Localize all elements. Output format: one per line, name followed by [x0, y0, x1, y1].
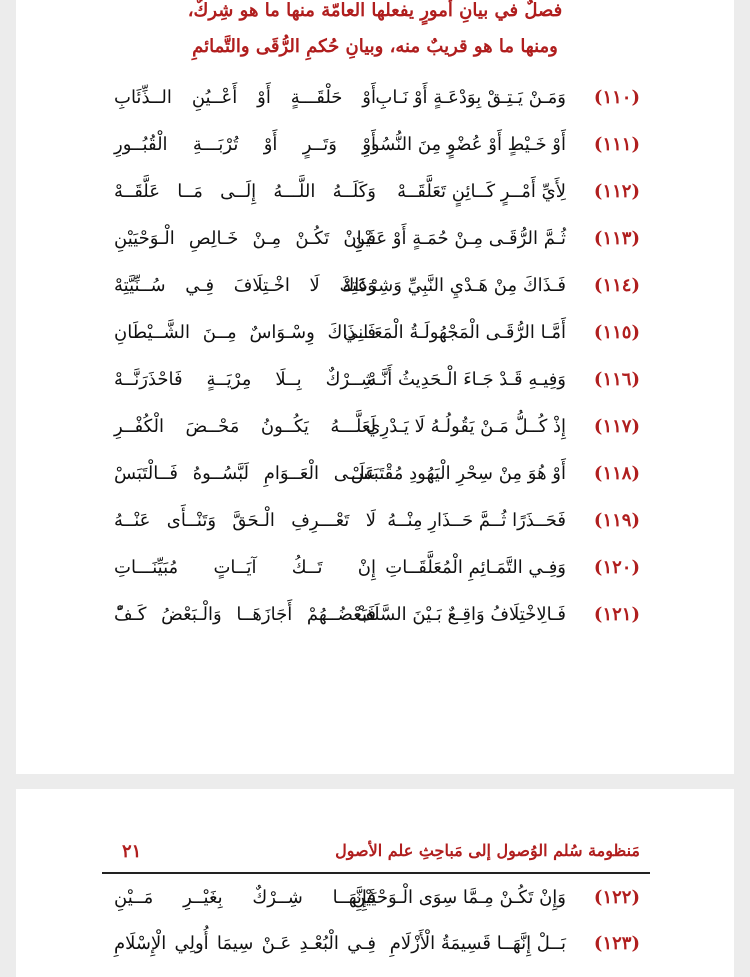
verse-first-hemistich: وَفِـي التَّمَـائِمِ الْمُعَلَّقَــاتِ — [385, 557, 566, 578]
verse-second-hemistich: لَا تَعْـــرِفِ الْـحَقَّ وَتَنْــأَى عَنْــهُ — [114, 510, 376, 531]
verse-number: (١١١) — [593, 134, 640, 155]
verse-number: (١٢٣) — [593, 933, 640, 954]
verse-second-hemistich: أَوْ حَلْقَـــةٍ أَوْ أَعْــيُنِ الــذِّئَابِ — [114, 87, 376, 108]
verse-number: (١١٢) — [593, 181, 640, 202]
verse-line — [16, 463, 734, 493]
verse-first-hemistich: فَـالِاخْتِلَافُ وَاقِـعٌ بَـيْنَ السَّلَفْ — [355, 604, 566, 625]
verse-number: (١١٨) — [593, 463, 640, 484]
verse-number: (١١٩) — [593, 510, 640, 531]
verse-second-hemistich: وَذَاكَ لَا اخْـتِلَافَ فِـي سُــنِّيَّتِهْ — [114, 275, 376, 296]
running-title: مَنظومة سُلم الوُصول إلى مَباحِثِ علم الأصول — [335, 841, 640, 860]
verse-second-hemistich: شِــرْكٌ بِــلَا مِرْيَــةٍ فَاحْذَرَنَّــهْ — [114, 369, 376, 390]
verse-first-hemistich: فَـذَاكَ مِنْ هَـدْيِ النَّبِيِّ وَشِرْعَتِهْ — [342, 275, 566, 296]
verse-second-hemistich: وَكَلَــهُ اللَّـــهُ إِلَــى مَــا عَلَّقَــهْ — [114, 181, 376, 202]
verse-first-hemistich: إِذْ كُــلُّ مَـنْ يَقُولُـهُ لَا يَـدْرِي — [366, 416, 566, 437]
verse-first-hemistich: أَمَّـا الرُّقَـى الْمَجْهُولَـةُ الْمَعَـانِي — [343, 322, 566, 343]
verse-first-hemistich: ثُـمَّ الرُّقَـى مِـنْ حُمَـةٍ أَوْ عَـيْنِ — [351, 228, 566, 249]
verse-second-hemistich: فَبَعْضُــهُمْ أَجَازَهَــا وَالْـبَعْضُ كَـفّْ — [114, 604, 376, 625]
section-heading-line-1: فصلٌ في بيانِ أمورٍ يفعلها العامّة منها ما هو شِركٌ، — [187, 0, 563, 21]
verse-second-hemistich: فَإِنَّهَــا شِــرْكٌ بِغَيْــرِ مَــيْنِ — [114, 887, 376, 908]
verse-first-hemistich: وَفِيـهِ قَـدْ جَـاءَ الْـحَدِيثُ أَنَّـهْ — [367, 369, 566, 390]
verse-number: (١١٧) — [593, 416, 640, 437]
verse-second-hemistich: لَعَلَّـــهُ يَكُــونُ مَحْــضَ الْكُفْــرِ — [114, 416, 376, 437]
verse-number: (١١٣) — [593, 228, 640, 249]
verse-second-hemistich: فَــذَاكَ وِسْـوَاسٌ مِــنَ الشَّــيْطَانِ — [114, 322, 376, 343]
verse-second-hemistich: إِنْ تَــكُ آيَــاتٍ مُبَيِّنَـــاتِ — [114, 557, 376, 578]
verse-line — [16, 275, 734, 305]
verse-line — [16, 557, 734, 587]
section-heading-line-2: ومنها ما هو قريبٌ منه، وبيانِ حُكمِ الرُّقَى والتَّمائمِ — [192, 36, 558, 57]
verse-first-hemistich: وَمَـنْ يَـتِـقْ بِوَدْعَـةٍ أَوْ نَـابِ — [375, 87, 566, 108]
verse-number: (١١٠) — [593, 87, 640, 108]
verse-second-hemistich: فَـإِنْ تَكُـنْ مِـنْ خَـالِصِ الْـوَحْيَيْنِ — [114, 228, 376, 249]
verse-line — [16, 369, 734, 399]
verse-second-hemistich: أَوْ وَتَــرٍ أَوْ تُرْبَـــةِ الْقُبُــورِ — [114, 134, 376, 155]
verse-line — [16, 228, 734, 258]
verse-line — [16, 134, 734, 164]
verse-line — [16, 887, 734, 917]
verse-number: (١١٥) — [593, 322, 640, 343]
verse-line — [16, 322, 734, 352]
verse-line — [16, 933, 734, 963]
verse-number: (١١٤) — [593, 275, 640, 296]
verse-number: (١١٦) — [593, 369, 640, 390]
verse-line — [16, 416, 734, 446]
verse-first-hemistich: فَحَــذَرًا ثُــمَّ حَــذَارِ مِنْــهُ — [387, 510, 566, 531]
verse-line — [16, 87, 734, 117]
verse-line — [16, 510, 734, 540]
verse-number: (١٢٠) — [593, 557, 640, 578]
verse-number: (١٢١) — [593, 604, 640, 625]
verse-first-hemistich: أَوْ خَـيْطٍ أَوْ عُضْوٍ مِنَ النُّسُورِ — [362, 134, 566, 155]
verse-first-hemistich: بَــلْ إِنَّهَــا قَسِيمَةُ الْأَزْلَامِ — [389, 933, 566, 954]
verse-first-hemistich: وَإِنْ تَكُـنْ مِـمَّا سِوَى الْـوَحْيَيْنِ — [352, 887, 566, 908]
verse-number: (١٢٢) — [593, 887, 640, 908]
page-upper — [16, 0, 734, 774]
verse-first-hemistich: لِأَيِّ أَمْــرٍ كَــائِنٍ تَعَلَّقَــهْ — [397, 181, 566, 202]
verse-second-hemistich: عَلَــى الْعَــوَامِ لَبَّسُــوهُ فَــالْتَبَسْ — [114, 463, 376, 484]
verse-second-hemistich: فِـي الْبُعْـدِ عَـنْ سِيمَا أُولِي الْإِسْلَامِ — [114, 933, 376, 954]
verse-line — [16, 181, 734, 211]
verse-first-hemistich: أَوْ هُوَ مِنْ سِحْرِ الْيَهُودِ مُقْتَبَسْ — [350, 463, 566, 484]
header-rule — [102, 872, 650, 874]
page-lower — [16, 789, 734, 977]
verse-line — [16, 604, 734, 634]
page-number: ٢١ — [122, 841, 142, 862]
